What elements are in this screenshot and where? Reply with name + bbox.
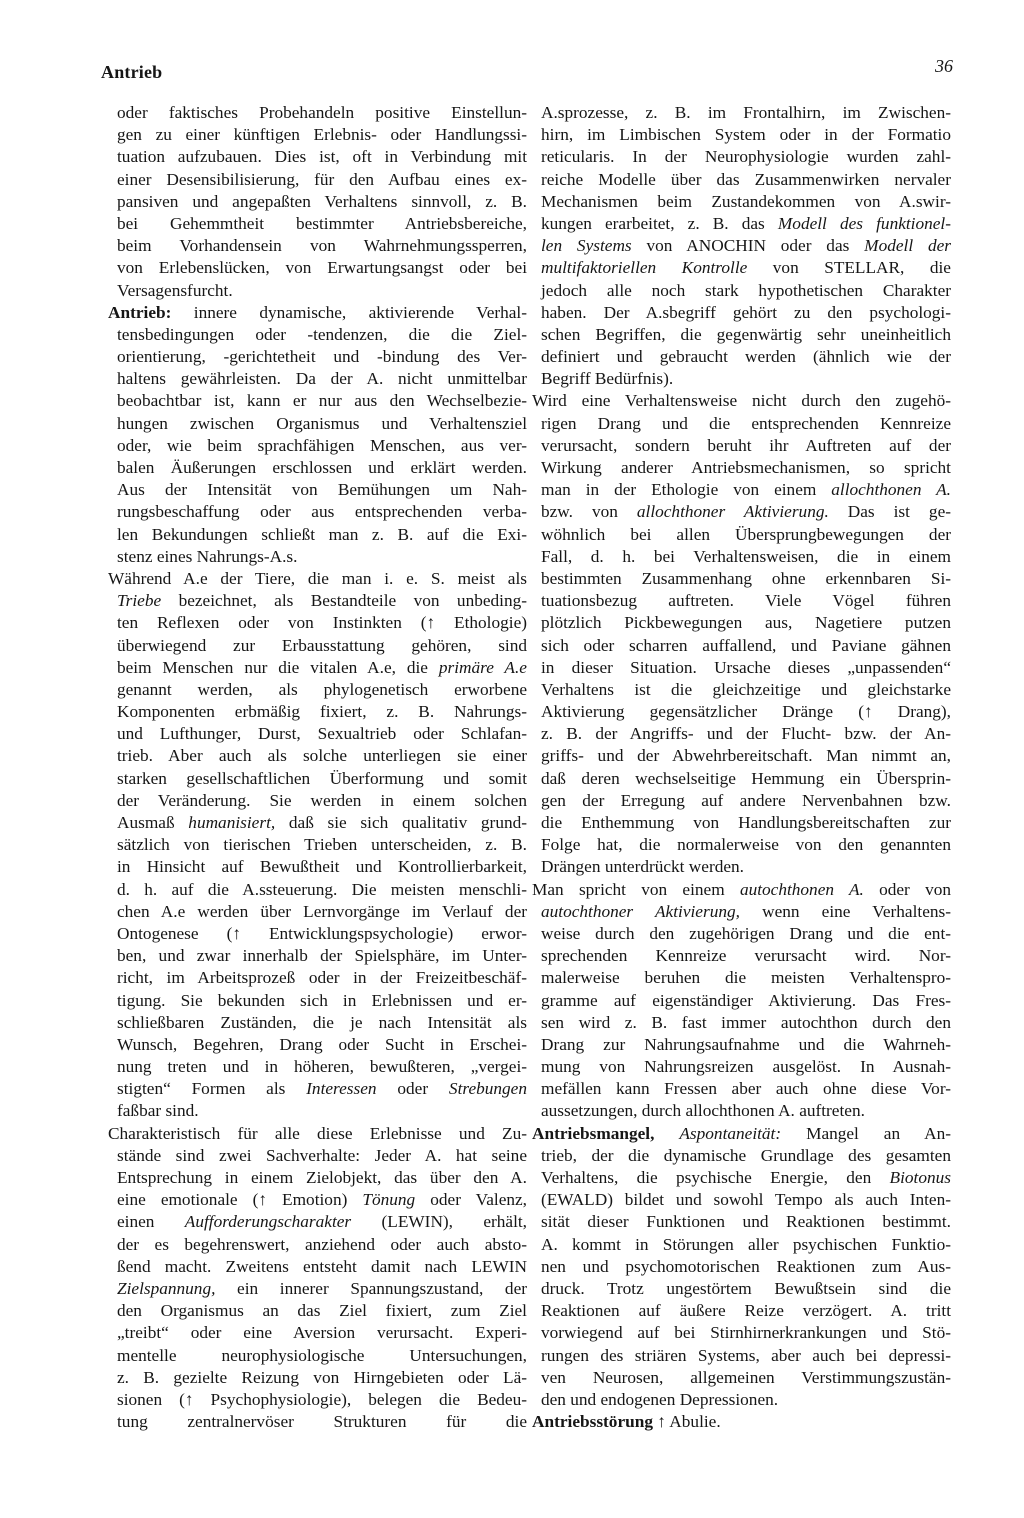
left-column-line: sätzlich von tierischen Trieben unterscheiden, z. B. [117, 835, 527, 855]
left-column-line: ten Reflexen oder von Instinkten (↑ Ethologie) [117, 613, 527, 633]
left-column-line: Versagensfurcht. [117, 280, 233, 300]
left-column-line: rungsbeschaffung oder aus entsprechenden verba- [117, 502, 527, 522]
right-column-line: autochthoner Aktivierung, wenn eine Verhaltens- [541, 901, 951, 921]
right-column-line: hirn, im Limbischen System oder in der Formatio [541, 125, 951, 145]
left-column-line: faßbar sind. [117, 1101, 199, 1121]
left-column-line: oder, wie beim sprachfähigen Menschen, aus ver- [117, 435, 527, 455]
left-text-column [108, 102, 528, 1433]
left-column-line: hungen zwischen Organismus und Verhaltensziel [117, 413, 527, 433]
left-column-line: und Lufthunger, Durst, Sexualtrieb oder Schlafan- [117, 724, 527, 744]
left-column-line: den Organismus an das Ziel fixiert, zum Ziel [117, 1301, 527, 1321]
right-column-line: rigen Drang und die entsprechenden Kennreize [541, 413, 951, 433]
right-column-line: Aktivierung gegensätzlicher Dränge (↑ Drang), [541, 702, 951, 722]
left-column-line: der Veränderung. Sie werden in einem solchen [117, 790, 527, 810]
left-column-line: gen zu einer künftigen Erlebnis- oder Handlungssi- [117, 125, 527, 145]
right-column-line: man in der Ethologie von einem allochthonen A. [541, 480, 951, 500]
left-column-line: mentelle neurophysiologische Untersuchungen, [117, 1345, 527, 1365]
right-column-line: Antriebsstörung ↑ Abulie. [532, 1412, 721, 1432]
left-column-line: überwiegend zur Erbausstattung gehören, sind [117, 635, 527, 655]
right-column-line: gramme auf eigenständiger Aktivierung. Das Fres- [541, 990, 951, 1010]
left-column-line: sionen (↑ Psychophysiologie), belegen die Bedeu- [117, 1389, 527, 1409]
right-column-line: reticularis. In der Neurophysiologie wurden zahl- [541, 147, 951, 167]
right-column-line: A. kommt in Störungen aller psychischen Funktio- [541, 1234, 951, 1254]
left-column-line: schließbaren Zuständen, die je nach Intensität als [117, 1012, 527, 1032]
right-column-line: plötzlich Pickbewegungen aus, Nagetiere putzen [541, 613, 951, 633]
right-column-line: haben. Der A.sbegriff gehört zu den psychologi- [541, 302, 951, 322]
left-column-line: Ontogenese (↑ Entwicklungspsychologie) erwor- [117, 923, 527, 943]
left-column-line: tung zentralnervöser Strukturen für die [117, 1412, 527, 1432]
left-column-line: haltens gewährleisten. Da der A. nicht unmittelbar [117, 369, 527, 389]
left-column-line: Charakteristisch für alle diese Erlebnisse und Zu- [108, 1123, 527, 1143]
right-column-line: wöhnlich bei allen Übersprungbewegungen der [541, 524, 951, 544]
left-column-line: der es begehrenswert, anziehend oder auch absto- [117, 1234, 527, 1254]
left-column-line: d. h. auf die A.ssteuerung. Die meisten menschli- [117, 879, 527, 899]
left-column-line: beim Vorhandensein von Wahrnehmungssperren, [117, 236, 527, 256]
left-column-line: einer Desensibilisierung, für den Aufbau eines ex- [117, 169, 527, 189]
left-column-line: Aus der Intensität von Bemühungen um Nah- [117, 480, 527, 500]
right-column-line: ven Neurosen, allgemeinen Verstimmungszustän- [541, 1367, 951, 1387]
right-column-line: reiche Modelle über das Zusammenwirken nervaler [541, 169, 951, 189]
right-column-line: jedoch alle noch stark hypothetischen Charakter [541, 280, 951, 300]
right-column-line: griffs- und der Abwehrbereitschaft. Man nimmt an, [541, 746, 951, 766]
left-column-line: beobachtbar ist, kann er nur aus den Wechselbezie- [117, 391, 527, 411]
right-column-line: Mechanismen beim Zustandekommen von A.swir- [541, 191, 951, 211]
left-column-line: einen Aufforderungscharakter (LEWIN), erhält, [117, 1212, 527, 1232]
right-column-line: rungen des striären Systems, aber auch bei depressi- [541, 1345, 951, 1365]
left-column-line: genannt werden, als phylogenetisch erworbene [117, 679, 527, 699]
right-column-line: Fall, d. h. bei Verhaltensweisen, die in einem [541, 546, 951, 566]
left-column-line: Wunsch, Begehren, Drang oder Sucht in Erschei- [117, 1034, 527, 1054]
left-column-line: beim Menschen nur die vitalen A.e, die primäre A.e [117, 657, 527, 677]
right-column-line: bestimmten Zusammenhang ohne erkennbaren Si- [541, 568, 951, 588]
right-column-line: mefällen kann Fressen aber auch ohne diese Vor- [541, 1079, 951, 1099]
right-column-line: definiert und gebraucht werden (ähnlich wie der [541, 347, 951, 367]
right-column-line: len Systems von ANOCHIN oder das Modell der [541, 236, 951, 256]
left-column-line: starken gesellschaftlichen Überformung und somit [117, 768, 527, 788]
right-column-line: Folge hat, die normalerweise von den genannten [541, 835, 951, 855]
left-column-line: ßend macht. Zweitens entsteht damit nach LEWIN [117, 1256, 527, 1276]
right-column-line: Wird eine Verhaltensweise nicht durch den zugehö- [532, 391, 951, 411]
right-column-line: die Enthemmung von Handlungsbereitschaften zur [541, 813, 951, 832]
right-column-line: verursacht, sondern beruht ihr Auftreten auf der [541, 435, 951, 455]
left-column-line: Antrieb: innere dynamische, aktivierende Verhal- [108, 302, 527, 322]
left-column-line: Ausmaß humanisiert, daß sie sich qualitativ grund- [117, 813, 527, 832]
right-column-line: Wirkung anderer Antriebsmechanismen, so spricht [541, 458, 951, 477]
page-number: 36 [935, 56, 953, 76]
left-column-line: Zielspannung, ein innerer Spannungszustand, der [117, 1278, 527, 1298]
right-column-line: malerweise beruhen die meisten Verhaltenspro- [541, 968, 951, 988]
left-column-line: trieb. Aber auch als solche unterliegen sie einer [117, 746, 527, 766]
right-column-line: Antriebsmangel, Aspontaneität: Mangel an An- [532, 1123, 951, 1143]
left-column-line: balen Äußerungen erschlossen und erklärt werden. [117, 458, 527, 477]
right-column-line: den und endogenen Depressionen. [541, 1389, 779, 1409]
right-column-line: A.sprozesse, z. B. im Frontalhirn, im Zwischen- [541, 103, 951, 122]
left-column-line: stenz eines Nahrungs-A.s. [117, 546, 298, 566]
right-column-line: sen wird z. B. fast immer autochthon durch den [541, 1012, 951, 1032]
right-column-line: bzw. von allochthoner Aktivierung. Das ist ge- [541, 502, 951, 522]
left-column-line: nung treten und in höheren, bewußteren, „vergei- [117, 1057, 527, 1077]
running-head-word: Antrieb [101, 62, 163, 82]
right-column-line: Verhaltens, die psychische Energie, den Biotonus [541, 1168, 951, 1187]
right-column-line: Begriff Bedürfnis). [541, 369, 674, 389]
left-column-line: chen A.e werden über Lernvorgänge im Verlauf der [117, 901, 527, 921]
right-column-line: daß deren wechselseitige Hemmung ein Übersprin- [541, 768, 951, 788]
left-column-line: z. B. gezielte Reizung von Hirngebieten oder Lä- [117, 1367, 527, 1387]
left-column-line: bei Gehemmtheit bestimmter Antriebsbereiche, [117, 213, 527, 233]
left-column-line: stände sind zwei Sachverhalte: Jeder A. hat seine [117, 1145, 527, 1165]
left-column-line: Entsprechung in einem Zielobjekt, das über den A. [117, 1168, 527, 1187]
left-column-line: Während A.e der Tiere, die man i. e. S. meist als [108, 568, 527, 588]
left-column-line: tuation aufzubauen. Dies ist, oft in Verbindung mit [117, 147, 527, 167]
right-column-line: schen Begriffen, die gegenwärtig sehr uneinheitlich [541, 324, 951, 344]
left-column-line: stigten“ Formen als Interessen oder Strebungen [117, 1079, 527, 1099]
right-text-column [532, 102, 952, 1433]
left-column-line: len Bekundungen schließt man z. B. auf die Exi- [117, 524, 527, 544]
right-column-line: tuationsbezug auftreten. Viele Vögel führen [541, 591, 951, 611]
left-column-line: tensbedingungen oder -tendenzen, die die Ziel- [117, 324, 527, 344]
right-column-line: nen und psychomotorischen Reaktionen zum Aus- [541, 1256, 951, 1276]
left-column-line: Komponenten erbmäßig fixiert, z. B. Nahrungs- [117, 702, 527, 722]
right-column-line: Verhaltens ist die gleichzeitige und gleichstarke [541, 679, 951, 699]
right-column-line: vorwiegend auf bei Stirnhirnerkrankungen und Stö- [541, 1323, 951, 1343]
right-column-line: sität dieser Funktionen und Reaktionen bestimmt. [541, 1212, 951, 1232]
right-column-line: mung von Nahrungsreizen ausgelöst. In Ausnah- [541, 1057, 951, 1077]
left-column-line: tigung. Sie bekunden sich in Erlebnissen und er- [117, 990, 527, 1010]
left-column-line: von Erlebenslücken, von Erwartungsangst oder bei [117, 258, 527, 278]
right-column-line: Drang zur Nahrungsaufnahme und die Wahrneh- [541, 1034, 951, 1054]
right-column-line: in dieser Situation. Ursache dieses „unpassenden“ [541, 657, 951, 677]
left-column-line: richt, im Arbeitsprozeß oder in der Freizeitbeschäf- [117, 968, 527, 988]
left-column-line: pansiven und angepaßten Verhaltens sinnvoll, z. B. [117, 191, 527, 211]
right-column-line: Drängen unterdrückt werden. [541, 857, 744, 877]
right-column-line: sprechenden Kennreize verursacht wird. Nor- [541, 946, 951, 966]
right-column-line: weise durch den zugehörigen Drang und die ent- [541, 923, 951, 943]
left-column-line: ben, und zwar innerhalb der Spielsphäre, im Unter- [117, 946, 527, 966]
right-column-line: z. B. der Angriffs- und der Flucht- bzw. der An- [541, 724, 951, 744]
right-column-line: multifaktoriellen Kontrolle von STELLAR, die [541, 258, 951, 278]
left-column-line: oder faktisches Probehandeln positive Einstellun- [117, 103, 527, 122]
right-column-line: gen der Erregung auf andere Nervenbahnen bzw. [541, 790, 951, 810]
right-column-line: Reaktionen auf äußere Reize verzögert. A. tritt [541, 1301, 951, 1321]
left-column-line: „treibt“ oder eine Aversion verursacht. Experi- [117, 1323, 527, 1343]
left-column-line: orientierung, -gerichtetheit und -bindung des Ver- [117, 347, 527, 367]
right-column-line: sich oder scharren auffallend, und Paviane gähnen [541, 635, 951, 655]
left-column-line: in Hinsicht auf Bewußtheit und Kontrollierbarkeit, [117, 857, 527, 877]
right-column-line: aussetzungen, durch allochthonen A. auftreten. [541, 1101, 865, 1121]
right-column-line: (EWALD) bildet und sowohl Tempo als auch Inten- [541, 1190, 951, 1210]
left-column-line: eine emotionale (↑ Emotion) Tönung oder Valenz, [117, 1190, 528, 1210]
right-column-line: kungen erarbeitet, z. B. das Modell des funktionel- [541, 213, 951, 233]
right-column-line: Man spricht von einem autochthonen A. oder von [532, 879, 952, 899]
right-column-line: trieb, der die dynamische Grundlage des gesamten [541, 1145, 951, 1165]
right-column-line: druck. Trotz ungestörtem Bewußtsein sind die [541, 1278, 951, 1298]
left-column-line: Triebe bezeichnet, als Bestandteile von unbeding- [117, 591, 527, 611]
